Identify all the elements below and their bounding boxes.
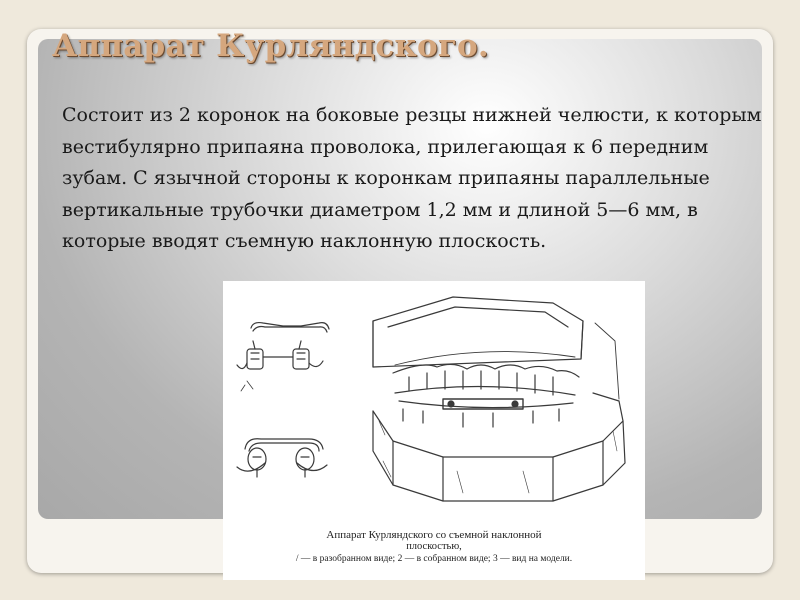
caption-line-2: плоскостью, <box>406 541 462 552</box>
dental-model-drawing <box>373 297 625 501</box>
appliance-assembled-drawing <box>237 439 327 477</box>
slide-title: Аппарат Курляндского. <box>52 28 489 64</box>
caption-line-1: Аппарат Курляндского со съемной наклонной <box>326 529 542 541</box>
figure-caption <box>223 529 645 565</box>
dental-appliance-illustration <box>223 281 645 527</box>
appliance-disassembled-drawing <box>237 323 329 391</box>
slide-body-text: Состоит из 2 коронок на боковые резцы нижней челюсти, к которым вестибулярно припаяна проволока, прилегающая к 6 передним зубам. С язычной стороны к коронкам припаяны параллельные вертикальные трубочки диаметром 1,2 мм и длиной 5—6 мм, в которые вводят съемную наклонную плоскость. <box>62 104 762 252</box>
caption-line-3: / — в разобранном виде; 2 — в собранном виде; 3 — вид на модели. <box>295 554 573 564</box>
figure <box>223 281 645 580</box>
